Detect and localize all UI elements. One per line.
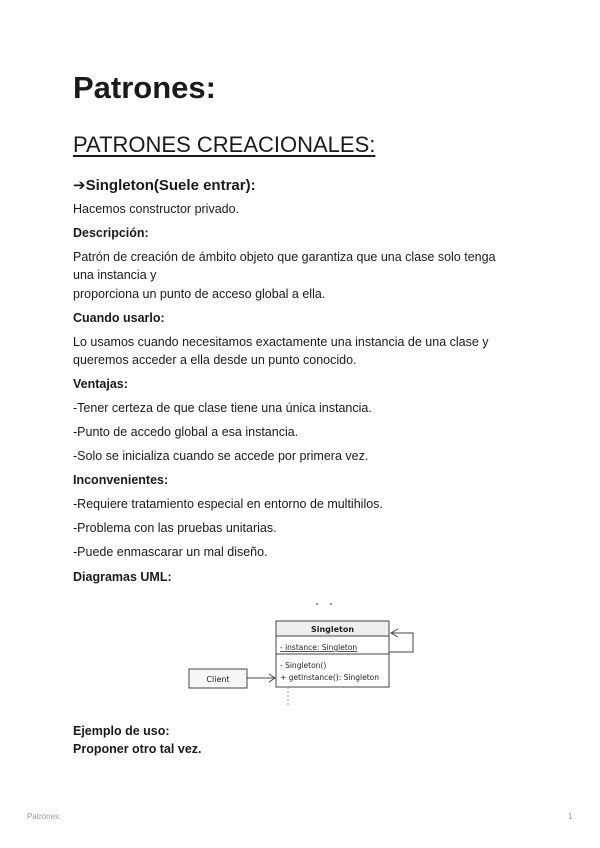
singleton-class-name: Singleton	[310, 625, 355, 634]
ventajas-item: -Solo se inicializa cuando se accede por primera vez.	[73, 449, 369, 463]
singleton-heading: ➔Singleton(Suele entrar):	[73, 177, 256, 194]
descripcion-label: Descripción:	[73, 226, 149, 240]
intro-text: Hacemos constructor privado.	[73, 202, 240, 216]
ventajas-item: -Punto de accedo global a esa instancia.	[73, 425, 299, 439]
singleton-method-constructor: - Singleton()	[280, 661, 327, 670]
uml-dot	[330, 603, 332, 605]
descripcion-line-3: proporciona un punto de acceso global a ella.	[73, 287, 326, 301]
uml-diagram	[180, 595, 430, 710]
self-association-line	[389, 633, 413, 652]
page-title: Patrones:	[73, 70, 216, 105]
cuando-usarlo-label: Cuando usarlo:	[73, 311, 165, 325]
descripcion-line-2: una instancia y	[73, 268, 157, 282]
uml-dot	[316, 603, 318, 605]
section-title: PATRONES CREACIONALES:	[73, 132, 376, 157]
singleton-field: - instance: Singleton	[280, 643, 358, 652]
footer-title: Patrones:	[27, 812, 62, 821]
ventajas-item: -Tener certeza de que clase tiene una única instancia.	[73, 401, 372, 415]
inconvenientes-item: -Puede enmascarar un mal diseño.	[73, 545, 268, 559]
client-label: Client	[206, 675, 230, 684]
ejemplo-text: Proponer otro tal vez.	[73, 742, 202, 756]
ventajas-label: Ventajas:	[73, 377, 128, 391]
descripcion-line-1: Patrón de creación de ámbito objeto que garantiza que una clase solo tenga	[73, 250, 496, 264]
diagramas-label: Diagramas UML:	[73, 570, 172, 584]
singleton-method-getinstance: + getInstance(): Singleton	[280, 673, 379, 682]
cuando-usarlo-line-2: queremos acceder a ella desde un punto conocido.	[73, 353, 357, 367]
footer-page-number: 1	[568, 812, 573, 821]
inconvenientes-item: -Problema con las pruebas unitarias.	[73, 521, 277, 535]
inconvenientes-item: -Requiere tratamiento especial en entorno de multihilos.	[73, 497, 383, 511]
inconvenientes-label: Inconvenientes:	[73, 473, 169, 487]
cuando-usarlo-line-1: Lo usamos cuando necesitamos exactamente una instancia de una clase y	[73, 335, 489, 349]
ejemplo-label: Ejemplo de uso:	[73, 724, 170, 738]
